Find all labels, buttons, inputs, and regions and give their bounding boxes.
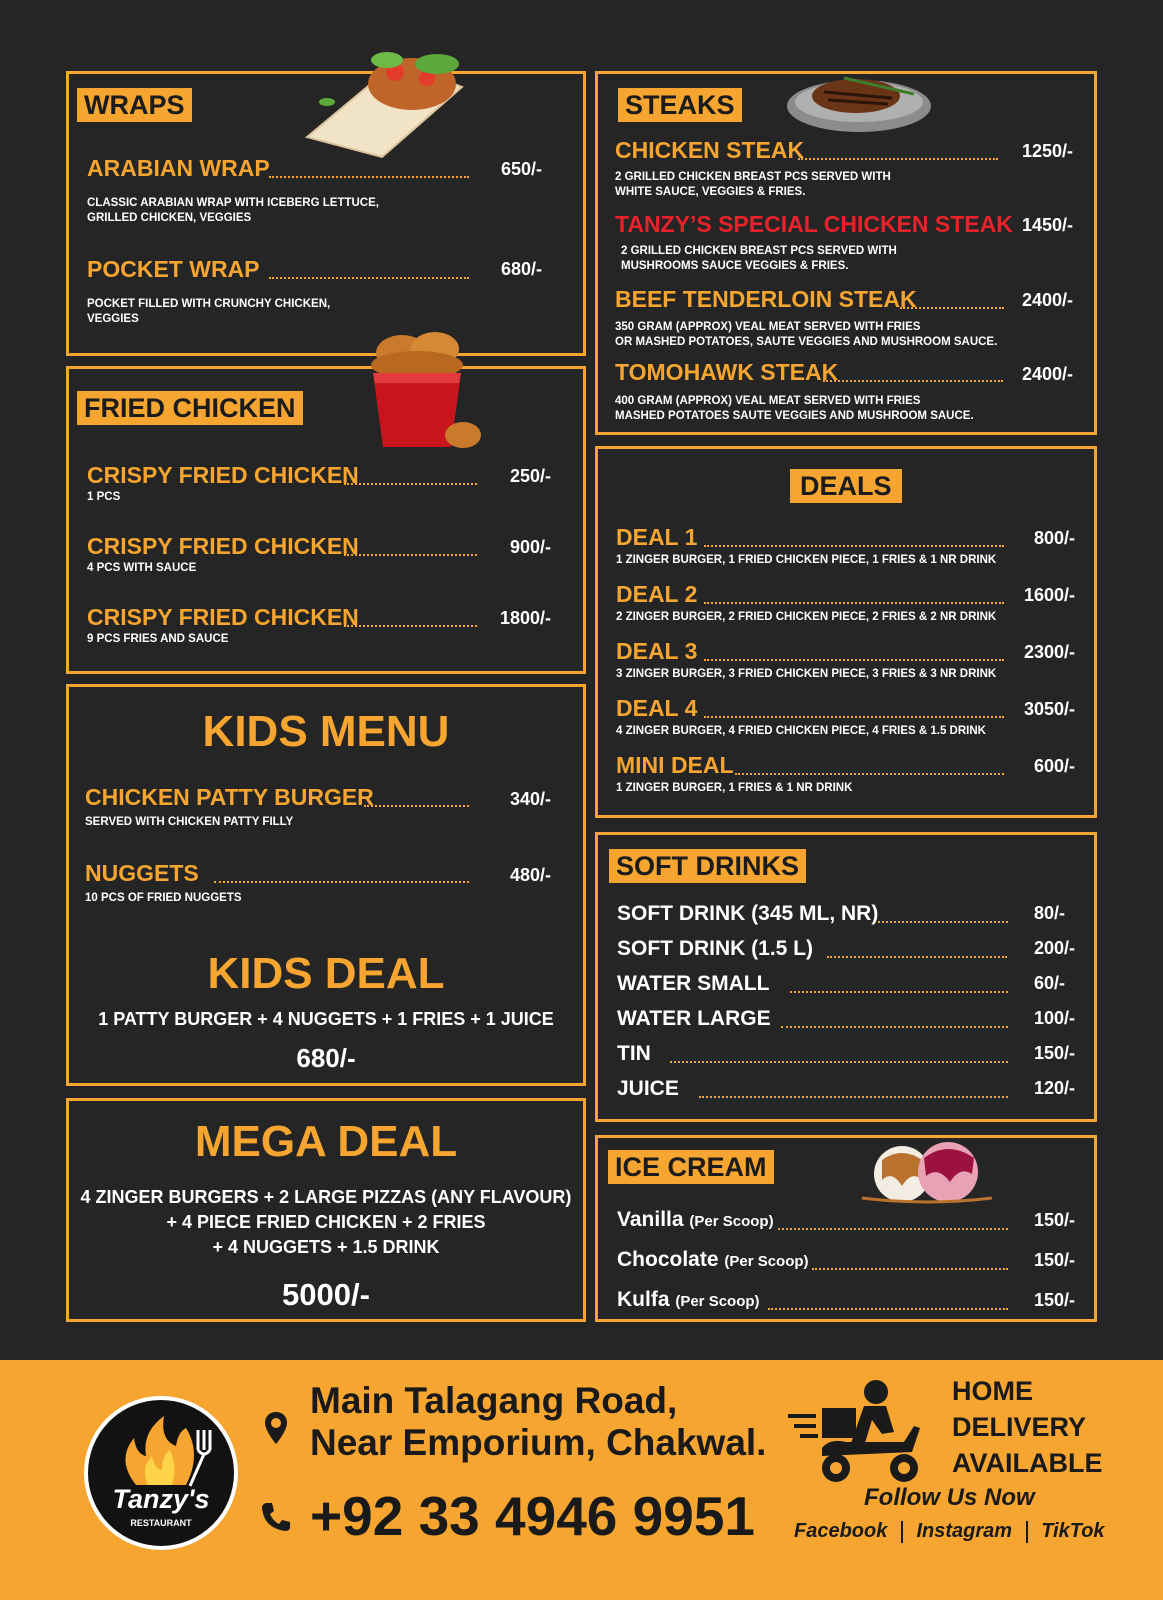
deal-desc: 1 ZINGER BURGER, 1 FRIED CHICKEN PIECE, 1 FRIES & 1 NR DRINK	[616, 554, 997, 566]
logo-subtitle: RESTAURANT	[130, 1518, 192, 1528]
menu-item-name: ARABIAN WRAP	[87, 155, 270, 181]
section-title: DEALS	[790, 469, 902, 503]
menu-item-desc: CLASSIC ARABIAN WRAP WITH ICEBERG LETTUCE, GRILLED CHICKEN, VEGGIES	[87, 197, 379, 224]
menu-item-desc: 400 GRAM (APPROX) VEAL MEAT SERVED WITH FRIES MASHED POTATOES SAUTE VEGGIES AND MUSHROOM SAUCE.	[615, 395, 974, 422]
mega-deal-price: 5000/-	[282, 1277, 370, 1312]
kids-deal-desc: 1 PATTY BURGER + 4 NUGGETS + 1 FRIES + 1 JUICE	[98, 1009, 554, 1029]
menu-item-desc: 4 PCS WITH SAUCE	[87, 562, 197, 574]
drink-name: JUICE	[617, 1077, 679, 1100]
ice-cream-scoops-image	[852, 1130, 1002, 1205]
section-title: ICE CREAM	[608, 1150, 774, 1184]
kids-deal-title: KIDS DEAL	[207, 949, 445, 998]
menu-item-name: NUGGETS	[85, 860, 199, 886]
restaurant-logo	[84, 1396, 238, 1550]
dotted-leader	[214, 881, 469, 883]
drink-name: SOFT DRINK (345 ML, NR)	[617, 902, 879, 925]
menu-item-name: CRISPY FRIED CHICKEN	[87, 462, 359, 488]
section-title: KIDS MENU	[202, 707, 450, 756]
ice-cream-name: Kulfa	[617, 1288, 670, 1311]
menu-item-desc: 350 GRAM (APPROX) VEAL MEAT SERVED WITH FRIES OR MASHED POTATOES, SAUTE VEGGIES AND MUSHROOM SAUCE.	[615, 321, 998, 348]
dotted-leader	[900, 307, 1004, 309]
menu-item-desc: SERVED WITH CHICKEN PATTY FILLY	[85, 816, 294, 828]
dotted-leader	[269, 176, 469, 178]
menu-item-price: 480/-	[510, 865, 552, 885]
menu-item-price: 340/-	[510, 789, 552, 809]
ice-cream-name: Vanilla	[617, 1208, 684, 1231]
menu-item-desc: 9 PCS FRIES AND SAUCE	[87, 633, 229, 645]
menu-item-price: 680/-	[501, 259, 543, 279]
dotted-leader	[812, 1268, 1008, 1270]
drink-price: 100/-	[1034, 1008, 1076, 1028]
dotted-leader	[670, 1061, 1008, 1063]
address-line-2: Near Emporium, Chakwal.	[310, 1422, 767, 1463]
ice-cream-item	[617, 1206, 774, 1236]
menu-item-price: 1450/-	[1022, 215, 1074, 235]
dotted-leader	[778, 1228, 1008, 1230]
dotted-leader	[704, 659, 1004, 661]
section-title: MEGA DEAL	[194, 1117, 458, 1166]
menu-item-price: 2400/-	[1022, 364, 1074, 384]
dotted-leader	[704, 602, 1004, 604]
instagram-link[interactable]: Instagram	[916, 1520, 1013, 1542]
location-pin-icon	[263, 1410, 289, 1446]
drink-price: 80/-	[1034, 903, 1066, 923]
kids-deal-price: 680/-	[296, 1043, 356, 1073]
delivery-line-2: DELIVERY	[952, 1412, 1087, 1442]
dotted-leader	[781, 1026, 1008, 1028]
kids-menu-section	[66, 684, 586, 1086]
tiktok-link[interactable]: TikTok	[1041, 1520, 1105, 1542]
deal-name: DEAL 1	[616, 524, 698, 550]
address-line-1: Main Talagang Road,	[310, 1380, 678, 1421]
dotted-leader	[823, 380, 1003, 382]
phone-number: +92 33 4946 9951	[310, 1485, 756, 1547]
delivery-scooter-icon	[786, 1376, 936, 1486]
menu-item-name: BEEF TENDERLOIN STEAK	[615, 286, 917, 312]
dotted-leader	[344, 483, 477, 485]
delivery-line-3: AVAILABLE	[952, 1448, 1103, 1478]
ice-cream-unit: (Per Scoop)	[689, 1213, 774, 1230]
steaks-section	[595, 71, 1097, 435]
dotted-leader	[878, 921, 1008, 923]
logo-name: Tanzy's	[112, 1484, 210, 1514]
dotted-leader	[790, 991, 1008, 993]
footer	[0, 1360, 1163, 1600]
delivery-line-1: HOME	[952, 1376, 1033, 1406]
dotted-leader	[344, 625, 477, 627]
section-title: WRAPS	[77, 88, 192, 122]
section-title: SOFT DRINKS	[609, 849, 806, 883]
mega-deal-section	[66, 1098, 586, 1322]
ice-cream-name: Chocolate	[617, 1248, 719, 1271]
dotted-leader	[269, 277, 469, 279]
fried-chicken-section	[66, 366, 586, 674]
deal-price: 1600/-	[1024, 585, 1076, 605]
soft-drinks-section	[595, 832, 1097, 1122]
menu-item-name: POCKET WRAP	[87, 256, 260, 282]
menu-item-name-special: TANZY’S SPECIAL CHICKEN STEAK	[615, 211, 1013, 237]
menu-item-name: CRISPY FRIED CHICKEN	[87, 533, 359, 559]
menu-item-name: CHICKEN STEAK	[615, 137, 805, 163]
wraps-section	[66, 71, 586, 356]
ice-cream-section	[595, 1135, 1097, 1322]
facebook-link[interactable]: Facebook	[794, 1520, 888, 1542]
deal-name: DEAL 3	[616, 638, 698, 664]
menu-item-name: CHICKEN PATTY BURGER	[85, 784, 374, 810]
menu-item-price: 2400/-	[1022, 290, 1074, 310]
deal-price: 3050/-	[1024, 699, 1076, 719]
drink-name: WATER SMALL	[617, 972, 770, 995]
dotted-leader	[827, 956, 1007, 958]
deal-desc: 1 ZINGER BURGER, 1 FRIES & 1 NR DRINK	[616, 782, 853, 794]
menu-item-desc: 1 PCS	[87, 491, 121, 503]
menu-item-price: 250/-	[510, 466, 552, 486]
dotted-leader	[699, 1096, 1008, 1098]
deals-section	[595, 446, 1097, 818]
deal-desc: 2 ZINGER BURGER, 2 FRIED CHICKEN PIECE, 2 FRIES & 2 NR DRINK	[616, 611, 997, 623]
menu-item-name: TOMOHAWK STEAK	[615, 359, 839, 385]
dotted-leader	[344, 554, 477, 556]
drink-price: 200/-	[1034, 938, 1076, 958]
deal-price: 600/-	[1034, 756, 1076, 776]
menu-item-price: 1800/-	[500, 608, 552, 628]
dotted-leader	[768, 1308, 1008, 1310]
menu-item-desc: POCKET FILLED WITH CRUNCHY CHICKEN, VEGGIES	[87, 298, 331, 325]
deal-name: DEAL 2	[616, 581, 698, 607]
drink-name: SOFT DRINK (1.5 L)	[617, 937, 814, 960]
drink-price: 60/-	[1034, 973, 1066, 993]
ice-cream-unit: (Per Scoop)	[724, 1253, 809, 1270]
menu-item-desc: 2 GRILLED CHICKEN BREAST PCS SERVED WITH MUSHROOMS SAUCE VEGGIES & FRIES.	[621, 245, 897, 272]
dotted-leader	[798, 158, 998, 160]
dotted-leader	[364, 805, 469, 807]
follow-us-text: Follow Us Now	[864, 1484, 1035, 1511]
deal-name: MINI DEAL	[616, 752, 734, 778]
menu-item-desc: 10 PCS OF FRIED NUGGETS	[85, 892, 242, 904]
divider	[901, 1521, 903, 1543]
menu-item-price: 1250/-	[1022, 141, 1074, 161]
fried-chicken-bucket-image	[347, 325, 487, 455]
ice-cream-price: 150/-	[1034, 1210, 1076, 1230]
drink-name: WATER LARGE	[617, 1007, 771, 1030]
flame-icon	[106, 1410, 216, 1490]
ice-cream-item	[617, 1286, 760, 1316]
ice-cream-item	[617, 1246, 809, 1276]
section-title: FRIED CHICKEN	[77, 391, 303, 425]
menu-item-price: 650/-	[501, 159, 543, 179]
menu-item-name: CRISPY FRIED CHICKEN	[87, 604, 359, 630]
phone-icon	[259, 1500, 293, 1534]
ice-cream-price: 150/-	[1034, 1290, 1076, 1310]
section-title: STEAKS	[618, 88, 742, 122]
menu-item-price: 900/-	[510, 537, 552, 557]
deal-desc: 3 ZINGER BURGER, 3 FRIED CHICKEN PIECE, 3 FRIES & 3 NR DRINK	[616, 668, 997, 680]
drink-name: TIN	[617, 1042, 651, 1065]
dotted-leader	[704, 545, 1004, 547]
dotted-leader	[704, 716, 1004, 718]
menu-item-desc: 2 GRILLED CHICKEN BREAST PCS SERVED WITH WHITE SAUCE, VEGGIES & FRIES.	[615, 171, 891, 198]
divider	[1026, 1521, 1028, 1543]
deal-name: DEAL 4	[616, 695, 698, 721]
dotted-leader	[735, 773, 1004, 775]
drink-price: 150/-	[1034, 1043, 1076, 1063]
deal-price: 800/-	[1034, 528, 1076, 548]
wrap-food-image	[287, 42, 477, 162]
deal-price: 2300/-	[1024, 642, 1076, 662]
mega-deal-desc: 4 ZINGER BURGERS + 2 LARGE PIZZAS (ANY FLAVOUR) + 4 PIECE FRIED CHICKEN + 2 FRIES + 4 NUGGETS + 1.5 DRINK	[80, 1187, 572, 1257]
drink-price: 120/-	[1034, 1078, 1076, 1098]
ice-cream-price: 150/-	[1034, 1250, 1076, 1270]
ice-cream-unit: (Per Scoop)	[675, 1293, 760, 1310]
deal-desc: 4 ZINGER BURGER, 4 FRIED CHICKEN PIECE, 4 FRIES & 1.5 DRINK	[616, 725, 986, 737]
social-links	[794, 1520, 1105, 1543]
steak-plate-image	[784, 68, 934, 138]
